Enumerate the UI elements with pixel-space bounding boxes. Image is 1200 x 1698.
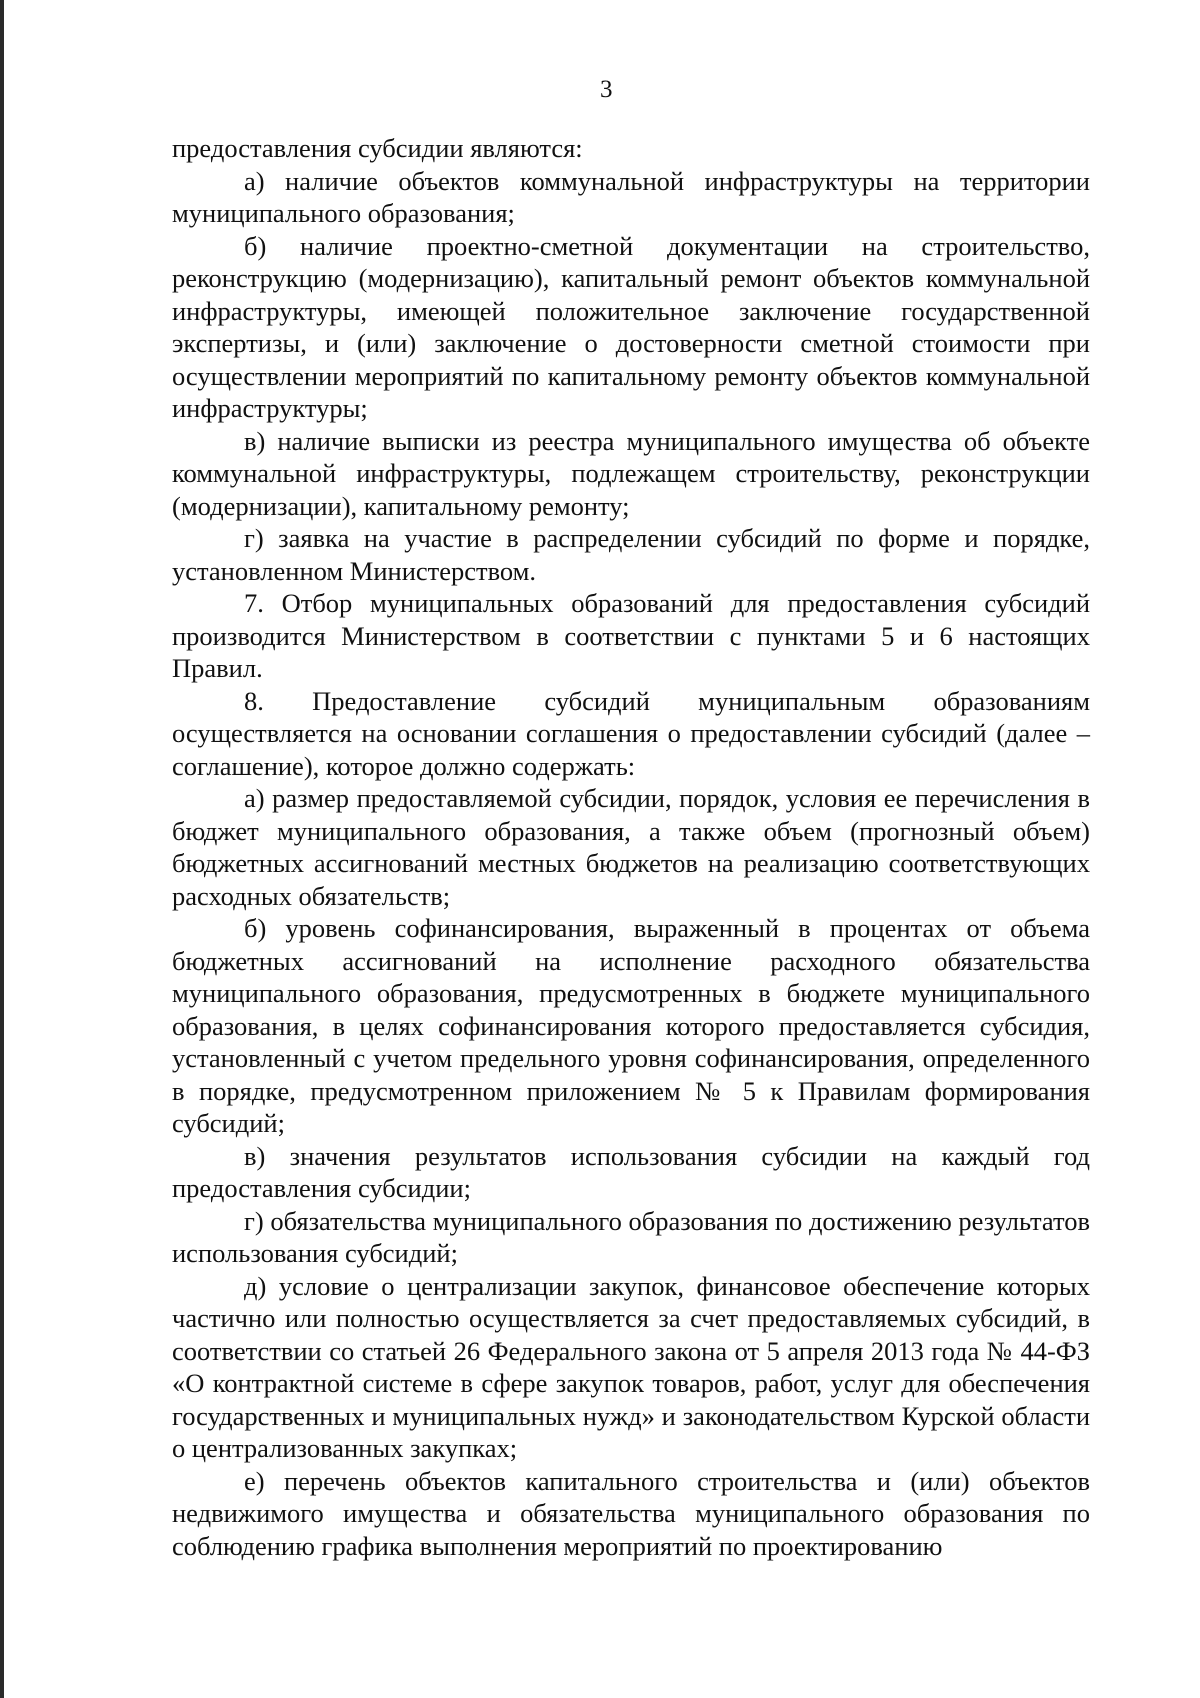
paragraph-clause-8-item-d: д) условие о централизации закупок, финансовое обеспечение которых частично или полностью осуществляется за счет предоставляемых субсидий, в соответствии со статьей 26 Федерального закона от 5 апреля 2013 года № 44-ФЗ «О контрактной системе в сфере закупок товаров, работ, услуг для обеспечения государственных и муниципальных нужд» и законодательством Курской области о централизованных закупках; — [172, 1270, 1090, 1463]
paragraph-continuation: предоставления субсидии являются: — [172, 133, 583, 163]
paragraph-clause-8: 8. Предоставление субсидий муниципальным образованиям осуществляется на основании соглашения о предоставлении субсидий (далее – соглашение), которое должно содержать: — [172, 685, 1090, 781]
paragraph-item-b: б) наличие проектно-сметной документации на строительство, реконструкцию (модернизацию), капитальный ремонт объектов коммунальной инфраструктуры, имеющей положительное заключение государственной экспертизы, и (или) заключение о достоверности сметной стоимости при осуществлении мероприятий по капитальному ремонту объектов коммунальной инфраструктуры; — [172, 230, 1090, 423]
paragraph-clause-7: 7. Отбор муниципальных образований для предоставления субсидий производится Министерством в соответствии с пунктами 5 и 6 настоящих Правил. — [172, 588, 1090, 683]
paragraph-clause-8-item-e: е) перечень объектов капитального строительства и (или) объектов недвижимого имущества и обязательства муниципального образования по соблюдению графика выполнения мероприятий по проектированию — [172, 1465, 1090, 1561]
paragraph-clause-8-item-b: б) уровень софинансирования, выраженный в процентах от объема бюджетных ассигнований на исполнение расходного обязательства муниципального образования, предусмотренных в бюджете муниципального образования, в целях софинансирования которого предоставляется субсидия, установленный с учетом предельного уровня софинансирования, определенного в порядке, предусмотренном приложением № 5 к Правилам формирования субсидий; — [172, 913, 1090, 1138]
paragraph-item-v: в) наличие выписки из реестра муниципального имущества об объекте коммунальной инфраструктуры, подлежащем строительству, реконструкции (модернизации), капитальному ремонту; — [172, 425, 1090, 521]
paragraph-clause-8-item-g: г) обязательства муниципального образования по достижению результатов использования субсидий; — [172, 1205, 1090, 1268]
paragraph-clause-8-item-a: а) размер предоставляемой субсидии, порядок, условия ее перечисления в бюджет муниципального образования, а также объем (прогнозный объем) бюджетных ассигнований местных бюджетов на реализацию соответствующих расходных обязательств; — [172, 783, 1090, 911]
page-number: 3 — [600, 76, 613, 103]
paragraph-item-g: г) заявка на участие в распределении субсидий по форме и порядке, установленном Министерством. — [172, 523, 1090, 586]
document-body — [172, 132, 1090, 1562]
paragraph-item-a: а) наличие объектов коммунальной инфраструктуры на территории муниципального образования; — [172, 165, 1090, 228]
paragraph-clause-8-item-v: в) значения результатов использования субсидии на каждый год предоставления субсидии; — [172, 1140, 1090, 1203]
